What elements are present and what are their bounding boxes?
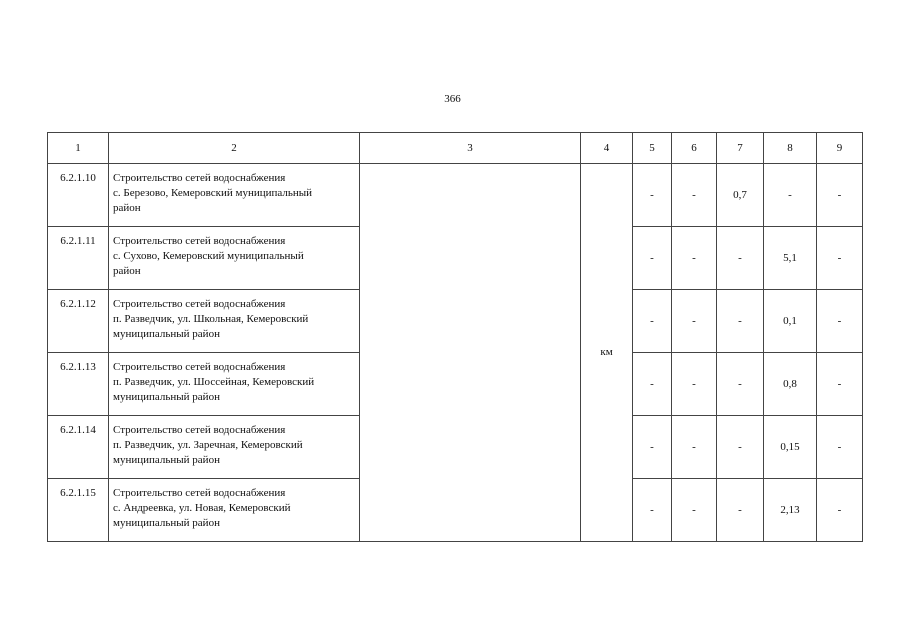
value-cell-5: -: [633, 164, 672, 227]
header-cell-3: 3: [360, 133, 581, 164]
value-cell-8: 0,1: [764, 290, 817, 353]
value-cell-6: -: [672, 479, 717, 542]
value-cell-6: -: [672, 290, 717, 353]
value-cell-7: -: [717, 227, 764, 290]
row-code: 6.2.1.10: [48, 164, 109, 227]
description-line: Строительство сетей водоснабжения: [113, 235, 286, 247]
value-cell-9: -: [817, 164, 863, 227]
value-cell-6: -: [672, 164, 717, 227]
value-cell-9: -: [817, 227, 863, 290]
value-cell-5: -: [633, 479, 672, 542]
row-description: [109, 353, 360, 416]
unit-cell: км: [581, 164, 633, 542]
value-cell-9: -: [817, 353, 863, 416]
value-cell-7: -: [717, 479, 764, 542]
header-cell-8: 8: [764, 133, 817, 164]
value-cell-8: 0,15: [764, 416, 817, 479]
description-line: п. Разведчик, ул. Шоссейная, Кемеровский: [113, 376, 315, 388]
description-line: Строительство сетей водоснабжения: [113, 424, 286, 436]
description-line: Строительство сетей водоснабжения: [113, 298, 286, 310]
value-cell-8: 5,1: [764, 227, 817, 290]
value-cell-5: -: [633, 290, 672, 353]
row-code: 6.2.1.11: [48, 227, 109, 290]
row-code: 6.2.1.12: [48, 290, 109, 353]
description-line: с. Андреевка, ул. Новая, Кемеровский: [113, 502, 291, 514]
description-line: район: [113, 265, 141, 277]
table-body: [48, 133, 863, 542]
description-line: муниципальный район: [113, 328, 220, 340]
value-cell-6: -: [672, 416, 717, 479]
description-line: муниципальный район: [113, 517, 220, 529]
value-cell-7: 0,7: [717, 164, 764, 227]
description-line: Строительство сетей водоснабжения: [113, 487, 286, 499]
value-cell-7: -: [717, 290, 764, 353]
value-cell-9: -: [817, 290, 863, 353]
header-cell-6: 6: [672, 133, 717, 164]
value-cell-8: 2,13: [764, 479, 817, 542]
description-line: п. Разведчик, ул. Школьная, Кемеровский: [113, 313, 309, 325]
row-code: 6.2.1.15: [48, 479, 109, 542]
merged-cell-col3: [360, 164, 581, 542]
description-line: с. Березово, Кемеровский муниципальный: [113, 187, 313, 199]
header-row: [48, 133, 863, 164]
description-line: Строительство сетей водоснабжения: [113, 361, 286, 373]
description-line: район: [113, 202, 141, 214]
header-cell-5: 5: [633, 133, 672, 164]
row-code: 6.2.1.14: [48, 416, 109, 479]
value-cell-7: -: [717, 416, 764, 479]
row-description: [109, 290, 360, 353]
description-line: муниципальный район: [113, 454, 220, 466]
header-cell-9: 9: [817, 133, 863, 164]
description-line: п. Разведчик, ул. Заречная, Кемеровский: [113, 439, 303, 451]
data-table: [47, 132, 863, 542]
description-line: Строительство сетей водоснабжения: [113, 172, 286, 184]
header-cell-7: 7: [717, 133, 764, 164]
row-code: 6.2.1.13: [48, 353, 109, 416]
value-cell-8: 0,8: [764, 353, 817, 416]
value-cell-6: -: [672, 227, 717, 290]
row-description: [109, 416, 360, 479]
value-cell-5: -: [633, 353, 672, 416]
value-cell-6: -: [672, 353, 717, 416]
value-cell-5: -: [633, 416, 672, 479]
page-number: 366: [444, 93, 461, 105]
description-line: с. Сухово, Кемеровский муниципальный: [113, 250, 304, 262]
row-description: [109, 479, 360, 542]
value-cell-5: -: [633, 227, 672, 290]
header-cell-4: 4: [581, 133, 633, 164]
description-line: муниципальный район: [113, 391, 220, 403]
value-cell-7: -: [717, 353, 764, 416]
row-description: [109, 227, 360, 290]
value-cell-9: -: [817, 416, 863, 479]
table-row: [48, 164, 863, 227]
row-description: [109, 164, 360, 227]
header-cell-2: 2: [109, 133, 360, 164]
value-cell-8: -: [764, 164, 817, 227]
value-cell-9: -: [817, 479, 863, 542]
header-cell-1: 1: [48, 133, 109, 164]
